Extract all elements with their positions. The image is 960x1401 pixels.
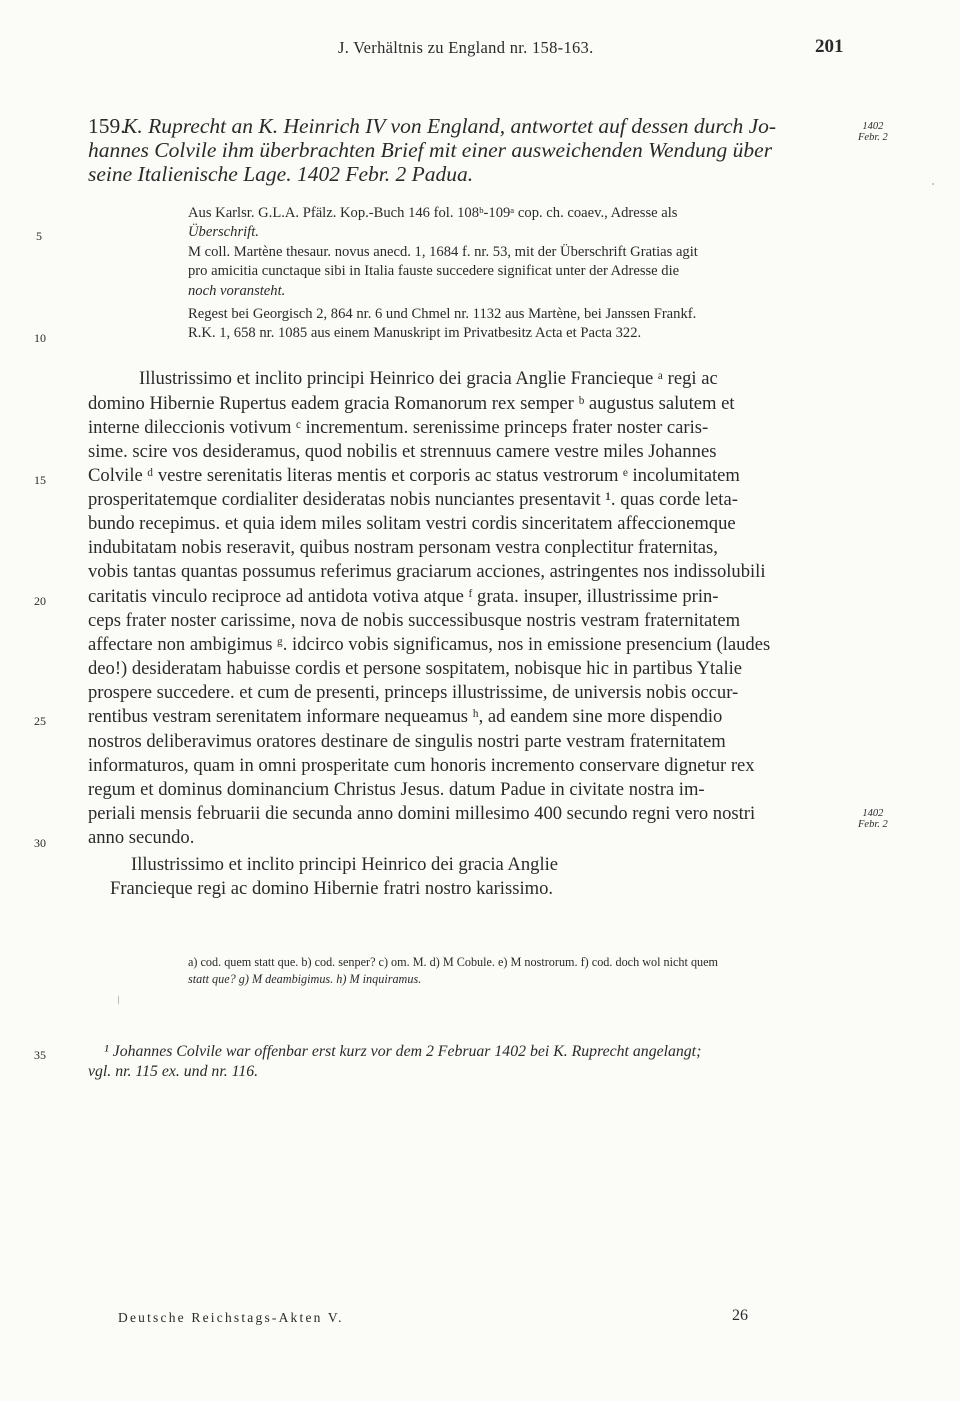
body-line: informaturos, quam in omni prosperitate cum honoris incremento conservare dignetur rex [88, 755, 755, 776]
line-number: 25 [34, 714, 46, 728]
footnote-line: ¹ Johannes Colvile war offenbar erst kurz vor dem 2 Februar 1402 bei K. Ruprecht angelangt; [104, 1043, 702, 1060]
line-number: 15 [34, 473, 46, 487]
body-line: ceps frater noster carissime, nova de nobis successibusque nostris vestram fraternitatem [88, 610, 741, 631]
address-line: Francieque regi ac domino Hibernie fratri nostro karissimo. [110, 878, 554, 899]
margin-day: Febr. 2 [858, 819, 888, 830]
heading-line: hannes Colvile ihm überbrachten Brief mit einer ausweichenden Wendung über [88, 138, 773, 162]
body-line: bundo recepimus. et quia idem miles solitam vestri cordis sinceritatem affeccionemque [88, 513, 736, 534]
line-number: 35 [34, 1048, 46, 1062]
page-number: 201 [815, 36, 844, 57]
header-title: J. Verhältnis zu England nr. 158-163. [338, 38, 594, 57]
source-line: M coll. Martène thesaur. novus anecd. 1, 1684 f. nr. 53, mit der Überschrift Gratias agit [188, 244, 698, 260]
line-number: 30 [34, 836, 46, 850]
source-line: Aus Karlsr. G.L.A. Pfälz. Kop.-Buch 146 fol. 108ᵇ-109ᵃ cop. ch. coaev., Adresse als [188, 205, 678, 221]
footer-series: Deutsche Reichstags-Akten V. [118, 1310, 344, 1325]
paper-speck [118, 995, 119, 1005]
body-line: sime. scire vos desideramus, quod nobilis et strennuus camere vestre miles Johannes [88, 441, 717, 462]
source-line: noch voransteht. [188, 283, 286, 299]
address-line: Illustrissimo et inclito principi Heinrico dei gracia Anglie [131, 854, 559, 875]
document-number: 159. [88, 114, 126, 138]
body-line: interne dileccionis votivum ᶜ incrementum. serenissime princeps frater noster caris- [88, 417, 709, 438]
body-line: regum et dominus dominancium Christus Jesus. datum Padue in civitate nostra im- [88, 779, 705, 800]
margin-year: 1402 [862, 808, 884, 819]
margin-date-top [858, 121, 888, 143]
body-line: vobis tantas quantas possumus referimus graciarum acciones, astringentes nos indissolubili [88, 561, 766, 582]
footer-sheet-number: 26 [732, 1307, 748, 1324]
body-line: Illustrissimo et inclito principi Heinrico dei gracia Anglie Francieque ᵃ regi ac [139, 368, 718, 389]
running-header [0, 38, 960, 66]
heading-line: seine Italienische Lage. 1402 Febr. 2 Padua. [88, 162, 474, 186]
variant-note-line: statt que? g) M deambigimus. h) M inquiramus. [188, 972, 422, 986]
source-line: pro amicitia cunctaque sibi in Italia fauste succedere significat unter der Adresse die [188, 263, 680, 279]
paper-speck [932, 183, 934, 185]
body-line: rentibus vestram serenitatem informare nequeamus ʰ, ad eandem sine more dispendio [88, 706, 723, 727]
body-line: caritatis vinculo reciproce ad antidota votiva atque ᶠ grata. insuper, illustrissime prin- [88, 586, 719, 607]
line-number: 5 [36, 229, 42, 243]
margin-date-bottom [858, 808, 888, 830]
footnote-line: vgl. nr. 115 ex. und nr. 116. [88, 1063, 259, 1080]
source-line: Überschrift. [188, 224, 259, 240]
body-line: indubitatam nobis reseravit, quibus nostram personam vestra conplectitur fraternitas, [88, 537, 718, 558]
body-line: domino Hibernie Rupertus eadem gracia Romanorum rex semper ᵇ augustus salutem et [88, 393, 735, 414]
margin-day: Febr. 2 [858, 132, 888, 143]
body-line: nostros deliberavimus oratores destinare de singulis nostri parte vestram fraternitatem [88, 731, 726, 752]
body-line: Colvile ᵈ vestre serenitatis literas mentis et corporis ac status vestrorum ᵉ incolumitatem [88, 465, 740, 486]
line-number: 20 [34, 594, 46, 608]
heading-line: K. Ruprecht an K. Heinrich IV von England, antwortet auf dessen durch Jo- [123, 114, 777, 138]
source-line: R.K. 1, 658 nr. 1085 aus einem Manuskript im Privatbesitz Acta et Pacta 322. [188, 325, 642, 341]
body-line: prospere succedere. et cum de presenti, princeps illustrissime, de universis nobis occur- [88, 682, 739, 703]
source-line: Regest bei Georgisch 2, 864 nr. 6 und Chmel nr. 1132 aus Martène, bei Janssen Frankf. [188, 306, 697, 322]
body-line: affectare non ambigimus ᵍ. idcirco vobis significamus, nos in emissione presencium (laudes [88, 634, 771, 655]
body-line: deo!) desideratam habuisse cordis et persone sospitatem, nobisque hic in partibus Ytalie [88, 658, 743, 679]
variant-note-line: a) cod. quem statt que. b) cod. senper? c) om. M. d) M Cobule. e) M nostrorum. f) cod. doch wol nicht quem [188, 955, 719, 969]
margin-year: 1402 [862, 121, 884, 132]
line-number: 10 [34, 331, 46, 345]
body-line: periali mensis februarii die secunda anno domini millesimo 400 secundo regni vero nostri [88, 803, 756, 824]
body-line: prosperitatemque cordialiter desideratas nobis nunciantes presentavit ¹. quas corde leta- [88, 489, 738, 510]
body-line: anno secundo. [88, 827, 195, 848]
